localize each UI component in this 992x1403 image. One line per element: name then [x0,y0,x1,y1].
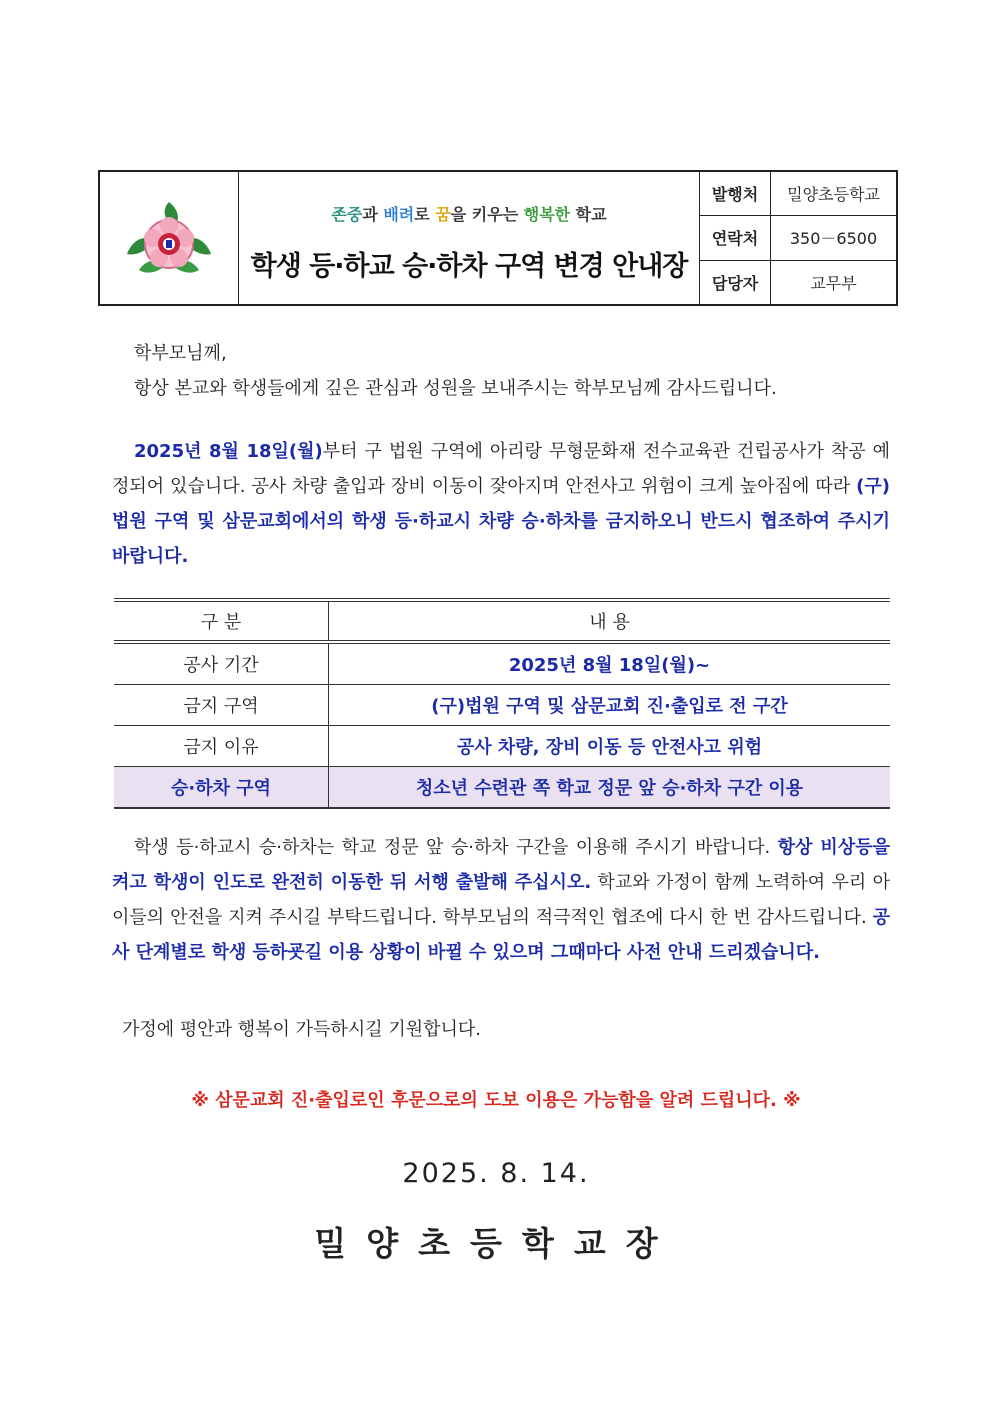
info-table [114,598,890,809]
table-row-label: 승·하차 구역 [114,767,329,807]
table-row-value: 2025년 8월 18일(월)~ [508,655,711,676]
table-header-cell: 내 용 [589,612,630,633]
construction-text: 부터 구 법원 구역에 아리랑 무형문화재 전수교육관 건립공사가 착공 예정되어 있습니다. 공사 차량 출입과 장비 이동이 잦아지며 안전사고 위험이 크게 높아짐에 따라 [112,441,890,497]
table-row-value: (구)법원 구역 및 삼문교회 진·출입로 전 구간 [431,696,788,717]
document-title: 학생 등·하교 승·하차 구역 변경 안내장 [250,251,688,282]
cooperation-text: 학교와 가정이 함께 노력하여 우리 아이들의 안전을 지켜 주시길 부탁드립니다. 학부모님의 적극적인 협조에 다시 한 번 감사드립니다. [112,872,891,928]
walking-notice: ※ 삼문교회 진·출입로인 후문으로의 도보 이용은 가능함을 알려 드립니다. ※ [191,1090,801,1111]
slogan-part: 과 [362,205,384,224]
info-row [700,216,896,260]
prohibition-emphasis: (구)법원 구역 및 삼문교회에서의 학생 등·하교시 차량 승·하차를 금지하오니 반드시 협조하여 주시기 바랍니다. [112,476,890,567]
table-row-label: 금지 이유 [114,726,329,766]
table-row-highlighted [114,767,890,809]
thanks-line: 항상 본교와 학생들에게 깊은 관심과 성원을 보내주시는 학부모님께 감사드립니다. [134,378,777,399]
greeting: 학부모님께, [134,343,227,364]
info-label: 연락처 [700,216,771,259]
info-label: 발행처 [700,172,771,215]
hazard-light-emphasis: 항상 비상등을 켜고 학생이 인도로 완전히 이동한 뒤 서행 출발해 주십시오. [112,837,890,893]
title-area [239,172,700,304]
slogan-part: 학교 [570,205,607,224]
info-value: 밀양초등학교 [787,185,880,205]
slogan-part: 행복한 [523,205,571,224]
table-row [114,644,890,685]
slogan-part: 을 키우는 [450,205,524,224]
table-row [114,685,890,726]
info-row [700,261,896,304]
issuer-info-table [700,172,896,304]
table-row-value: 공사 차량, 장비 이동 등 안전사고 위험 [456,737,763,758]
school-logo [100,172,239,304]
slogan-part: 로 [414,205,436,224]
document-header [98,170,898,306]
slogan-part: 존중 [331,205,363,224]
slogan-part: 꿈 [435,205,451,224]
table-header-cell: 구 분 [114,602,329,640]
school-emblem-icon [121,198,217,278]
guidance-text: 학생 등·하교시 승·하차는 학교 정문 앞 승·하차 구간을 이용해 주시기 바랍니다. [134,837,778,858]
issue-date: 2025. 8. 14. [402,1158,590,1189]
table-row-label: 금지 구역 [114,685,329,725]
slogan-part: 배려 [383,205,415,224]
closing-text: 가정에 평안과 행복이 가득하시길 기원합니다. [122,1019,481,1040]
stage-notice-emphasis: 공사 단계별로 학생 등하굣길 이용 상황이 바뀔 수 있으며 그때마다 사전 안내 드리겠습니다. [112,907,890,963]
info-value: 350－6500 [789,229,878,249]
table-header-row [114,598,890,644]
start-date-emphasis: 2025년 8월 18일(월) [134,441,323,462]
table-row-label: 공사 기간 [114,644,329,684]
principal-signature: 밀양초등학교장 [314,1224,678,1263]
info-row [700,172,896,216]
info-label: 담당자 [700,261,771,304]
construction-paragraph [112,434,890,574]
guidance-paragraph [112,830,890,970]
info-value: 교무부 [810,273,857,293]
school-slogan [239,202,699,225]
greeting-paragraph [112,336,890,406]
table-row-value: 청소년 수련관 쪽 학교 정문 앞 승·하차 구간 이용 [415,778,804,799]
closing-paragraph [112,1012,890,1047]
table-row [114,726,890,767]
